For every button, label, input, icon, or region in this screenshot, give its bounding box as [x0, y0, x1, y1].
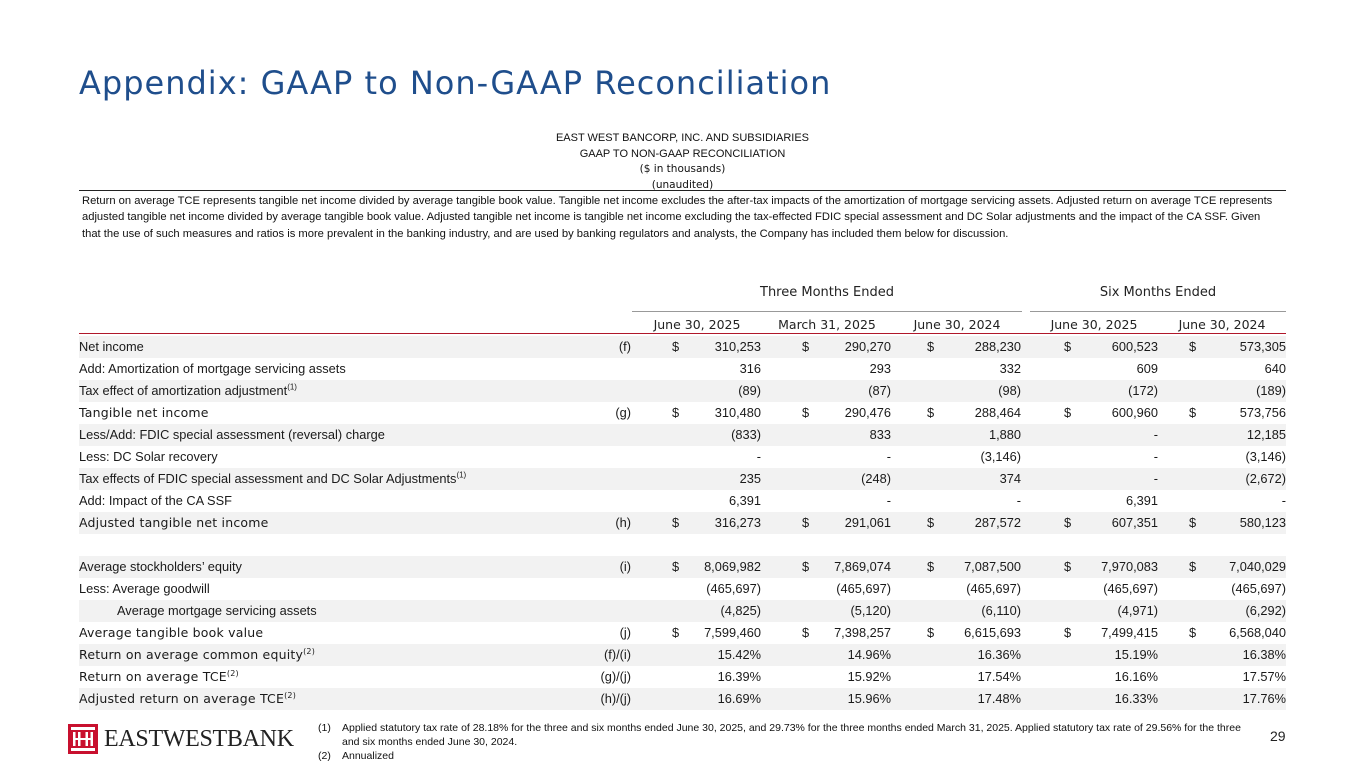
group-underline-six-months — [1030, 311, 1286, 312]
cell-value: 6,391 — [728, 493, 761, 508]
cell-value: - — [1153, 427, 1158, 442]
table-row — [79, 578, 1286, 600]
footnote-number: (2) — [318, 750, 331, 762]
cell-value: 600,523 — [1111, 339, 1158, 354]
cell-value: - — [1153, 449, 1158, 464]
cell-value: (4,971) — [1117, 603, 1158, 618]
cell-value: (3,146) — [980, 449, 1021, 464]
cell-value: (465,697) — [966, 581, 1021, 596]
currency-symbol: $ — [802, 515, 810, 530]
cell-value: 15.96% — [847, 691, 891, 706]
cell-value: 609 — [1136, 361, 1158, 376]
currency-symbol: $ — [672, 559, 680, 574]
cell-value: 7,040,029 — [1229, 559, 1286, 574]
cell-value: 290,476 — [844, 405, 891, 420]
cell-value: 6,615,693 — [964, 625, 1021, 640]
row-reference: (g)/(j) — [600, 669, 631, 684]
footnote-marker: (2) — [284, 690, 297, 700]
row-reference: (j) — [619, 625, 631, 640]
cell-value: 316 — [739, 361, 761, 376]
row-label: Return on average common equity$^{(2)}$ — [79, 646, 316, 662]
table-row — [79, 490, 1286, 512]
cell-value: (465,697) — [1231, 581, 1286, 596]
footnote-text: Annualized — [342, 750, 394, 762]
table-row — [79, 512, 1286, 534]
row-label: Tangible net income — [79, 405, 209, 420]
cell-value: (5,120) — [850, 603, 891, 618]
cell-value: (87) — [868, 383, 891, 398]
table-row — [79, 358, 1286, 380]
footnote-item — [318, 721, 1248, 749]
cell-value: 17.76% — [1242, 691, 1286, 706]
cell-value: 7,499,415 — [1101, 625, 1158, 640]
row-label: Less: Average goodwill — [79, 581, 210, 596]
logo-wordmark: EASTWESTBANK — [104, 725, 294, 752]
cell-value: 1,880 — [988, 427, 1021, 442]
header-unaudited: (unaudited) — [651, 178, 714, 191]
cell-value: 7,599,460 — [704, 625, 761, 640]
currency-symbol: $ — [1064, 339, 1072, 354]
table-row — [79, 688, 1286, 710]
group-header-six-months: Six Months Ended — [1099, 285, 1217, 300]
cell-value: 16.16% — [1114, 669, 1158, 684]
header-units: ($ in thousands) — [639, 163, 726, 175]
table-row — [79, 622, 1286, 644]
currency-symbol: $ — [927, 405, 935, 420]
cell-value: - — [886, 493, 891, 508]
cell-value: 17.48% — [977, 691, 1021, 706]
currency-symbol: $ — [672, 339, 680, 354]
footnote-marker: (2) — [303, 646, 316, 656]
cell-value: (833) — [731, 427, 761, 442]
currency-symbol: $ — [802, 559, 810, 574]
row-reference: (f)/(i) — [604, 647, 631, 662]
cell-value: - — [1016, 493, 1021, 508]
cell-value: 7,398,257 — [834, 625, 891, 640]
currency-symbol: $ — [672, 515, 680, 530]
cell-value: - — [756, 449, 761, 464]
currency-symbol: $ — [927, 625, 935, 640]
cell-value: 6,568,040 — [1229, 625, 1286, 640]
currency-symbol: $ — [1064, 515, 1072, 530]
currency-symbol: $ — [927, 339, 935, 354]
report-header — [79, 131, 1286, 193]
row-label: Net income — [79, 339, 144, 354]
column-header: March 31, 2025 — [778, 317, 876, 332]
cell-value: 640 — [1264, 361, 1286, 376]
cell-value: 288,230 — [974, 339, 1021, 354]
cell-value: (6,110) — [981, 603, 1021, 618]
currency-symbol: $ — [802, 405, 810, 420]
footnote-marker: (1) — [287, 382, 297, 392]
description-text: Return on average TCE represents tangible net income divided by average tangible book value. Tangible net income excludes the after-tax impacts of the amortization of mortgage servicing assets. Adjusted return on average TCE represents adjusted tangible net income divided by average tangible book value. Adjusted tangible net income is tangible net income excluding the tax-effected FDIC special assessment and DC Solar adjustments and the impact of the CA SSF. Given that the use of such measures and ratios is more prevalent in the banking industry, and are used by banking regulators and analysts, the Company has included them below for discussion. — [82, 195, 1273, 240]
cell-value: (3,146) — [1245, 449, 1286, 464]
row-label: Average stockholders’ equity — [79, 559, 242, 574]
footnotes — [318, 721, 1248, 763]
currency-symbol: $ — [1189, 405, 1197, 420]
row-label: Average tangible book value — [79, 625, 264, 640]
footnote-text: Applied statutory tax rate of 28.18% for the three and six months ended June 30, 2025, and 29.73% for the three months ended March 31, 2025. Applied statutory tax rate of 29.56% for the three and six months ended June 30, 2024. — [342, 722, 1241, 748]
currency-symbol: $ — [672, 405, 680, 420]
page-number: 29 — [1270, 728, 1286, 744]
row-label: Less/Add: FDIC special assessment (reversal) charge — [79, 427, 385, 442]
cell-value: 15.92% — [847, 669, 891, 684]
cell-value: - — [886, 449, 891, 464]
table-row — [79, 446, 1286, 468]
cell-value: 16.33% — [1114, 691, 1158, 706]
cell-value: 6,391 — [1125, 493, 1158, 508]
column-header: June 30, 2024 — [913, 317, 1001, 332]
row-label: Add: Amortization of mortgage servicing assets — [79, 361, 346, 376]
currency-symbol: $ — [927, 559, 935, 574]
currency-symbol: $ — [1064, 559, 1072, 574]
cell-value: (465,697) — [706, 581, 761, 596]
cell-value: 7,869,074 — [834, 559, 891, 574]
cell-value: 17.54% — [977, 669, 1021, 684]
currency-symbol: $ — [1064, 625, 1072, 640]
cell-value: 288,464 — [974, 405, 1021, 420]
table-row — [79, 424, 1286, 446]
spacer-row — [79, 534, 1286, 556]
row-label: Average mortgage servicing assets — [117, 603, 317, 618]
cell-value: 293 — [869, 361, 891, 376]
cell-value: (2,672) — [1245, 471, 1286, 486]
table-row — [79, 666, 1286, 688]
reconciliation-table — [79, 336, 1286, 710]
cell-value: 290,270 — [844, 339, 891, 354]
cell-value: 15.19% — [1114, 647, 1158, 662]
currency-symbol: $ — [1189, 339, 1197, 354]
bank-logo — [68, 724, 294, 754]
row-label: Adjusted return on average TCE$^{(2)}$ — [79, 690, 297, 706]
cell-value: - — [1153, 471, 1158, 486]
cell-value: 600,960 — [1111, 405, 1158, 420]
cell-value: 16.38% — [1242, 647, 1286, 662]
currency-symbol: $ — [802, 339, 810, 354]
cell-value: 573,756 — [1239, 405, 1286, 420]
row-reference: (h)/(j) — [600, 691, 631, 706]
logo-emblem-icon — [68, 724, 98, 754]
table-row — [79, 336, 1286, 358]
header-report-name: GAAP TO NON-GAAP RECONCILIATION — [579, 147, 786, 160]
cell-value: 15.42% — [717, 647, 761, 662]
currency-symbol: $ — [1189, 559, 1197, 574]
cell-value: 316,273 — [714, 515, 761, 530]
row-label: Less: DC Solar recovery — [79, 449, 218, 464]
cell-value: 7,087,500 — [964, 559, 1021, 574]
page-title: Appendix: GAAP to Non-GAAP Reconciliation — [79, 64, 832, 102]
cell-value: 291,061 — [844, 515, 891, 530]
cell-value: 374 — [999, 471, 1021, 486]
currency-symbol: $ — [1189, 515, 1197, 530]
cell-value: 8,069,982 — [704, 559, 761, 574]
currency-symbol: $ — [672, 625, 680, 640]
table-header-divider — [79, 333, 1286, 334]
cell-value: 607,351 — [1111, 515, 1158, 530]
cell-value: 16.39% — [717, 669, 761, 684]
cell-value: 573,305 — [1239, 339, 1286, 354]
row-label: Tax effect of amortization adjustment$^{(1)}$ — [79, 382, 297, 398]
cell-value: 580,123 — [1239, 515, 1286, 530]
cell-value: 17.57% — [1242, 669, 1286, 684]
cell-value: - — [1281, 493, 1286, 508]
row-label: Return on average TCE$^{(2)}$ — [79, 668, 239, 684]
cell-value: 310,480 — [714, 405, 761, 420]
row-reference: (i) — [619, 559, 631, 574]
table-row — [79, 644, 1286, 666]
column-header: June 30, 2025 — [653, 317, 741, 332]
cell-value: (465,697) — [1103, 581, 1158, 596]
cell-value: 310,253 — [714, 339, 761, 354]
cell-value: 16.36% — [977, 647, 1021, 662]
cell-value: (6,292) — [1245, 603, 1286, 618]
cell-value: (172) — [1128, 383, 1158, 398]
group-header-three-months: Three Months Ended — [760, 285, 894, 300]
cell-value: 7,970,083 — [1101, 559, 1158, 574]
cell-value: 14.96% — [847, 647, 891, 662]
table-row — [79, 468, 1286, 490]
footnote-number: (1) — [318, 722, 331, 734]
table-row — [79, 380, 1286, 402]
currency-symbol: $ — [927, 515, 935, 530]
footnote-marker: (1) — [456, 470, 467, 480]
table-row — [79, 402, 1286, 424]
header-divider — [79, 190, 1286, 191]
table-row — [79, 556, 1286, 578]
cell-value: (4,825) — [720, 603, 761, 618]
cell-value: 332 — [999, 361, 1021, 376]
group-underline-three-months — [632, 311, 1022, 312]
cell-value: (98) — [998, 383, 1021, 398]
cell-value: (465,697) — [836, 581, 891, 596]
footnote-item — [318, 749, 1248, 763]
currency-symbol: $ — [1189, 625, 1197, 640]
currency-symbol: $ — [1064, 405, 1072, 420]
footnote-marker: (2) — [226, 668, 239, 678]
row-label: Add: Impact of the CA SSF — [79, 493, 232, 508]
row-reference: (g) — [615, 405, 631, 420]
cell-value: (248) — [861, 471, 891, 486]
currency-symbol: $ — [802, 625, 810, 640]
cell-value: (89) — [738, 383, 761, 398]
cell-value: 833 — [869, 427, 891, 442]
cell-value: 235 — [739, 471, 761, 486]
row-reference: (h) — [615, 515, 631, 530]
cell-value: 12,185 — [1246, 427, 1286, 442]
column-header: June 30, 2025 — [1050, 317, 1138, 332]
header-company: EAST WEST BANCORP, INC. AND SUBSIDIARIES — [555, 132, 810, 144]
table-row — [79, 600, 1286, 622]
row-label: Tax effects of FDIC special assessment and DC Solar Adjustments$^{(1)}$ — [79, 470, 467, 486]
column-header: June 30, 2024 — [1178, 317, 1266, 332]
row-reference: (f) — [618, 339, 631, 354]
cell-value: (189) — [1256, 383, 1286, 398]
row-label: Adjusted tangible net income — [79, 515, 269, 530]
cell-value: 287,572 — [974, 515, 1021, 530]
cell-value: 16.69% — [717, 691, 761, 706]
